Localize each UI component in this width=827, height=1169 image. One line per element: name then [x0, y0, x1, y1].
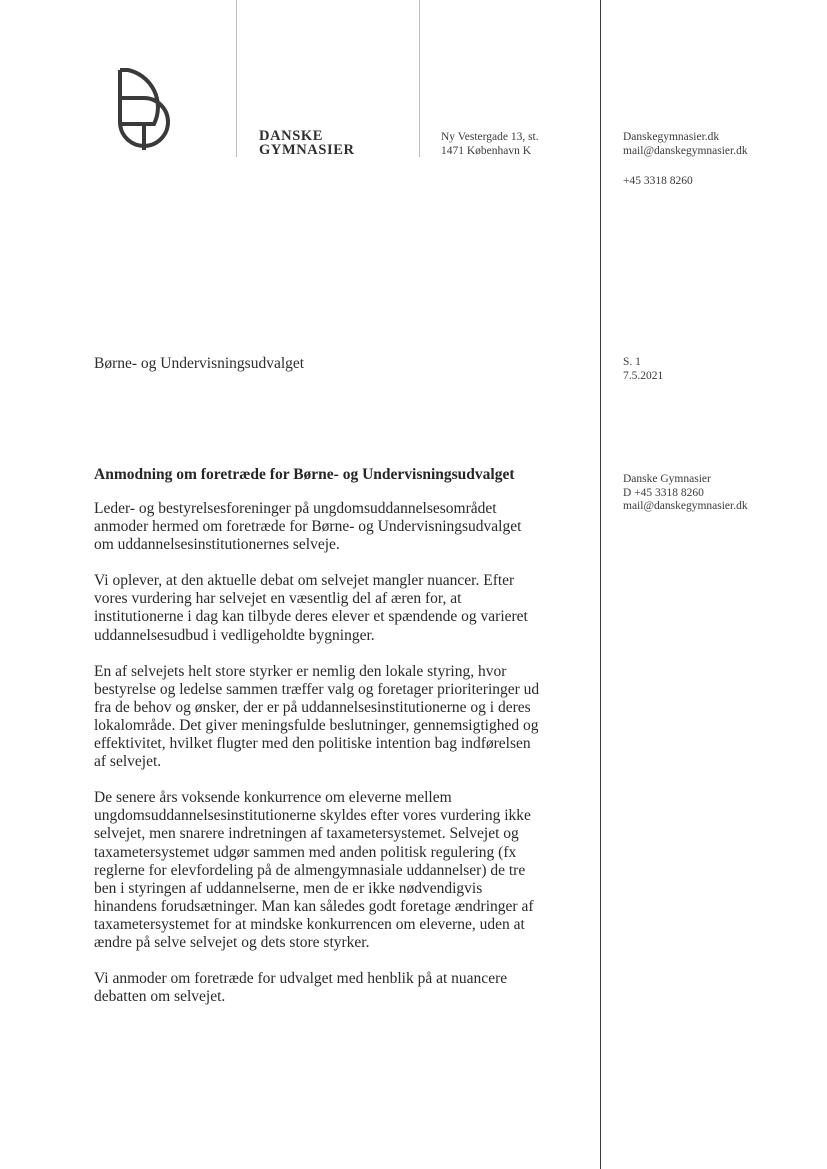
brand-name	[259, 129, 355, 157]
brand-line-1: DANSKE	[259, 128, 324, 144]
paragraph-line: om uddannelsesinstitutionernes selveje.	[94, 536, 340, 554]
letter-paragraph	[94, 663, 584, 772]
contact-block	[623, 131, 748, 158]
recipient: Børne- og Undervisningsudvalget	[94, 355, 305, 372]
paragraph-line: ungdomsuddannelsesinstitutionerne skyldes efter vores vurdering ikke	[94, 807, 531, 825]
letter-paragraph	[94, 789, 584, 952]
letter-paragraph	[94, 500, 584, 554]
paragraph-line: anmoder hermed om foretræde for Børne- og Undervisningsudvalget	[94, 518, 522, 536]
paragraph-line: hinandens forudsætninger. Man kan således godt foretage ændringer af	[94, 897, 534, 915]
phone-number: +45 3318 8260	[623, 175, 693, 187]
paragraph-line: fra de behov og ønsker, der er på uddannelsesinstitutionerne og i deres	[94, 698, 531, 716]
website-link[interactable]: Danskegymnasier.dk	[623, 131, 720, 143]
paragraph-line: Vi oplever, at den aktuelle debat om selvejet mangler nuancer. Efter	[94, 572, 515, 590]
paragraph-line: En af selvejets helt store styrker er nemlig den lokale styring, hvor	[94, 662, 507, 680]
sender-email[interactable]: mail@danskegymnasier.dk	[623, 500, 748, 512]
paragraph-line: ændre på selve selvejet og dets store styrker.	[94, 933, 370, 951]
paragraph-line: vores vurdering har selvejet en væsentlig del af æren for, at	[94, 590, 462, 608]
margin-divider	[600, 0, 601, 1169]
letter-paragraph	[94, 970, 584, 1006]
postal-address	[441, 131, 539, 158]
header-divider-1	[236, 0, 237, 157]
sender-block	[623, 473, 748, 514]
paragraph-line: institutionerne i dag kan tilbyde deres elever et spændende og varieret	[94, 608, 528, 626]
letter-subject: Anmodning om foretræde for Børne- og Undervisningsudvalget	[94, 466, 515, 483]
email-link[interactable]: mail@danskegymnasier.dk	[623, 144, 748, 157]
paragraph-line: bestyrelse og ledelse sammen træffer valg og foretager prioriteringer ud	[94, 680, 540, 698]
sender-name: Danske Gymnasier	[623, 473, 711, 485]
letter-paragraphs	[94, 500, 584, 1006]
phone-block	[623, 175, 693, 189]
paragraph-line: effektivitet, hvilket flugter med den politiske intention bag indførelsen	[94, 735, 531, 753]
paragraph-line: Vi anmoder om foretræde for udvalget med henblik på at nuancere	[94, 970, 508, 988]
paragraph-line: taxametersystemet for at mindske konkurrencen om eleverne, uden at	[94, 915, 525, 933]
letter-paragraph	[94, 572, 584, 644]
header-divider-2	[419, 0, 420, 157]
paragraph-line: af selvejet.	[94, 753, 162, 771]
danske-gymnasier-logo	[92, 66, 172, 158]
paragraph-line: reglerne for elevfordeling på de almengymnasiale uddannelser) de tre	[94, 861, 526, 879]
paragraph-line: De senere års voksende konkurrence om eleverne mellem	[94, 789, 452, 807]
page-info	[623, 356, 663, 383]
sender-direct-phone: D +45 3318 8260	[623, 486, 704, 499]
paragraph-line: uddannelsesudbud i vedligeholdte bygninger.	[94, 626, 375, 644]
letter-date: 7.5.2021	[623, 369, 664, 382]
paragraph-line: ben i styringen af uddannelserne, men de er ikke nødvendigvis	[94, 879, 483, 897]
address-street: Ny Vestergade 13, st.	[441, 131, 539, 143]
paragraph-line: selvejet, men snarere indretningen af taxametersystemet. Selvejet og	[94, 825, 519, 843]
paragraph-line: taxametersystemet udgør sammen med anden politisk regulering (fx	[94, 843, 517, 861]
address-city: 1471 København K	[441, 144, 532, 157]
paragraph-line: Leder- og bestyrelsesforeninger på ungdomsuddannelsesområdet	[94, 500, 497, 517]
paragraph-line: debatten om selvejet.	[94, 988, 226, 1006]
letter-body	[94, 466, 584, 1024]
paragraph-line: lokalområde. Det giver meningsfulde beslutninger, gennemsigtighed og	[94, 716, 539, 734]
brand-line-2: GYMNASIER	[259, 142, 355, 158]
page-number: S. 1	[623, 356, 641, 368]
